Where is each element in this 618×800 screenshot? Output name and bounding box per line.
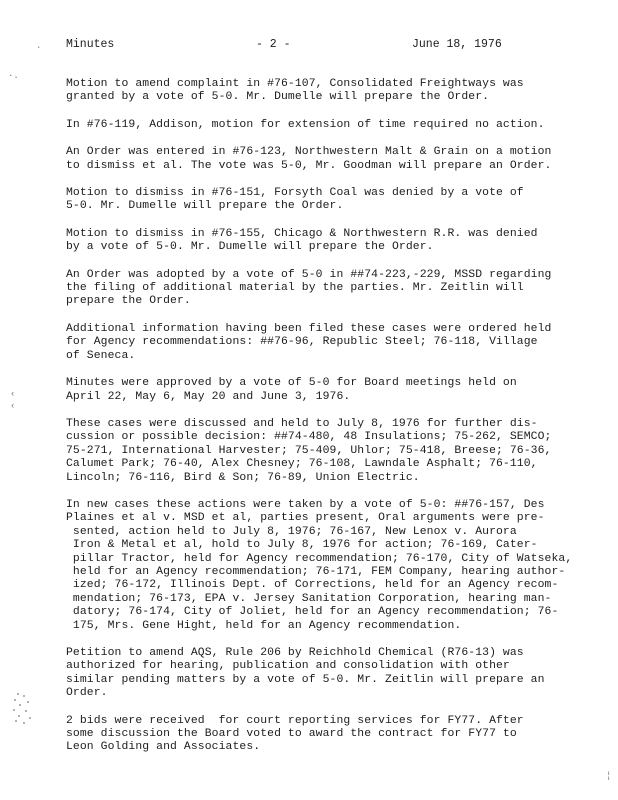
- paragraph-northwestern-malt: An Order was entered in #76-123, Northwestern Malt & Grain on a motion to dismiss et al. The vote was 5-0, Mr. Goodman will prepare an Order.: [66, 146, 552, 172]
- scan-speck: ·: [36, 43, 42, 53]
- paragraph-mssd-order: An Order was adopted by a vote of 5-0 in ##74-223,-229, MSSD regarding the filing of additional material by the parties. Mr. Zeitlin will prepare the Order.: [66, 268, 552, 308]
- scan-speck: ·.: [8, 71, 19, 81]
- paragraph-forsyth-coal: Motion to dismiss in #76-151, Forsyth Coal was denied by a vote of 5-0. Mr. Dumelle will prepare the Order.: [66, 187, 524, 213]
- paragraph-cases-held: These cases were discussed and held to July 8, 1976 for further dis- cussion or possible decision: ##74-480, 48 Insulations; 75-262, SEMCO; 75-271, International Harvester; 75-409, Uhlor; 75-418, Breese; 76-36, Calumet Park; 76-40, Alex Chesney; 76-108, Lawndale Asphalt; 76-110, Lincoln; 76-116, Bird & Son; 76-89, Union Electric.: [66, 417, 552, 484]
- paragraph-additional-information: Additional information having been filed these cases were ordered held for Agency recommendations: ##76-96, Republic Steel; 76-118, Village of Seneca.: [66, 322, 552, 362]
- minutes-body: [66, 78, 582, 769]
- margin-tick: ‹: [10, 401, 16, 411]
- faded-stamp-mark: [10, 690, 36, 726]
- paragraph-chicago-northwestern: Motion to dismiss in #76-155, Chicago & Northwestern R.R. was denied by a vote of 5-0. Mr. Dumelle will prepare the Order.: [66, 227, 538, 254]
- page-number: - 2 -: [256, 38, 291, 51]
- paragraph-amend-complaint: Motion to amend complaint in #76-107, Consolidated Freightways was granted by a vote of 5-0. Mr. Dumelle will prepare the Order.: [66, 78, 524, 104]
- paragraph-addison: In #76-119, Addison, motion for extension of time required no action.: [66, 118, 545, 131]
- paragraph-petition-aqs: Petition to amend AQS, Rule 206 by Reichhold Chemical (R76-13) was authorized for hearing, publication and consolidation with other similar pending matters by a vote of 5-0. Mr. Zeitlin will prepare an Order.: [66, 647, 545, 700]
- page-header: [66, 38, 512, 54]
- margin-tick: ¦: [606, 771, 612, 781]
- paragraph-court-reporting-bids: 2 bids were received for court reporting services for FY77. After some discussion the Board voted to award the contract for FY77 to Leon Golding and Associates.: [66, 714, 524, 754]
- paragraph-minutes-approved: Minutes were approved by a vote of 5-0 for Board meetings held on April 22, May 6, May 20 and June 3, 1976.: [66, 377, 517, 403]
- header-date: June 18, 1976: [412, 38, 502, 51]
- margin-tick: ‹: [10, 389, 16, 399]
- header-title: Minutes: [66, 38, 115, 51]
- paragraph-new-cases: In new cases these actions were taken by a vote of 5-0: ##76-157, Des Plaines et al v. MSD et al, parties present, Oral arguments were pre- sented, action held to July 8, 1976; 76-167, New Lenox v. Aurora Iron & Metal et al, hold to July 8, 1976 for action; 76-169, Cater- pillar Tractor, held for Agency recommendation; 76-170, City of Watseka, held for an Agency recommendation; 76-171, FEM Company, hearing author- ized; 76-172, Illinois Dept. of Corrections, held for an Agency recom- mendation; 76-173, EPA v. Jersey Sanitation Corporation, hearing man- datory; 76-174, City of Joliet, held for an Agency recommendation; 76- 175, Mrs. Gene Hight, held for an Agency recommendation.: [66, 498, 573, 632]
